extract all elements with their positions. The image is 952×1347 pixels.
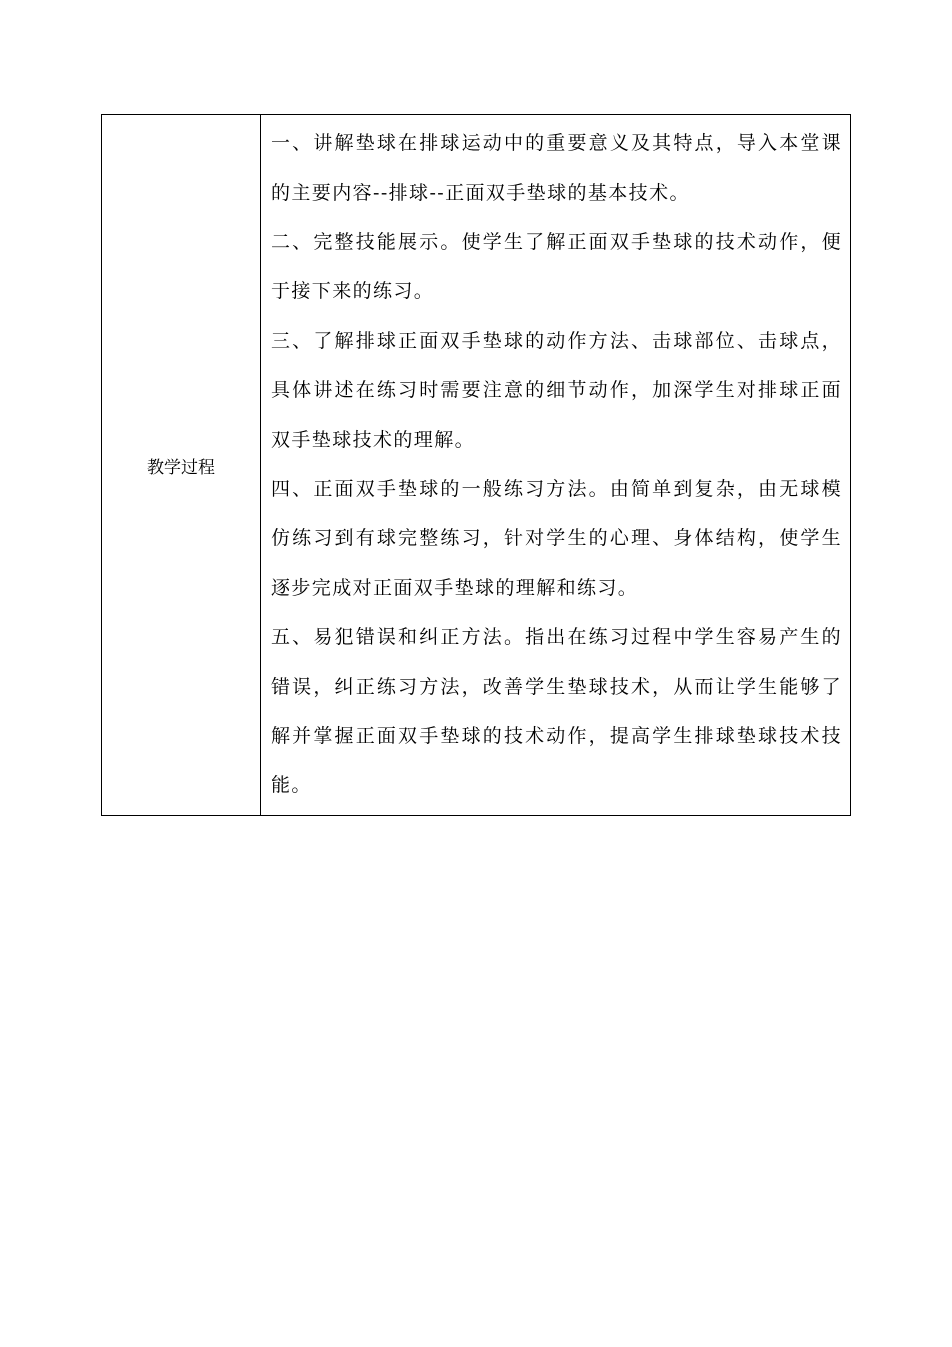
row-label-teaching-process: 教学过程 <box>102 115 261 816</box>
process-step-2: 二、完整技能展示。使学生了解正面双手垫球的技术动作，便于接下来的练习。 <box>271 230 842 303</box>
process-step-1: 一、讲解垫球在排球运动中的重要意义及其特点，导入本堂课的主要内容--排球--正面双手垫球的基本技术。 <box>271 132 842 204</box>
process-step-4: 四、正面双手垫球的一般练习方法。由简单到复杂，由无球模仿练习到有球完整练习，针对学生的心理、身体结构，使学生逐步完成对正面双手垫球的理解和练习。 <box>271 478 842 599</box>
table-row <box>102 115 851 816</box>
process-step-3: 三、了解排球正面双手垫球的动作方法、击球部位、击球点，具体讲述在练习时需要注意的细节动作，加深学生对排球正面双手垫球技术的理解。 <box>271 329 842 451</box>
lesson-table <box>101 114 851 816</box>
process-step-5: 五、易犯错误和纠正方法。指出在练习过程中学生容易产生的错误，纠正练习方法，改善学生垫球技术，从而让学生能够了解并掌握正面双手垫球的技术动作，提高学生排球垫球技术技能。 <box>271 626 842 797</box>
teaching-process-content <box>261 115 851 816</box>
